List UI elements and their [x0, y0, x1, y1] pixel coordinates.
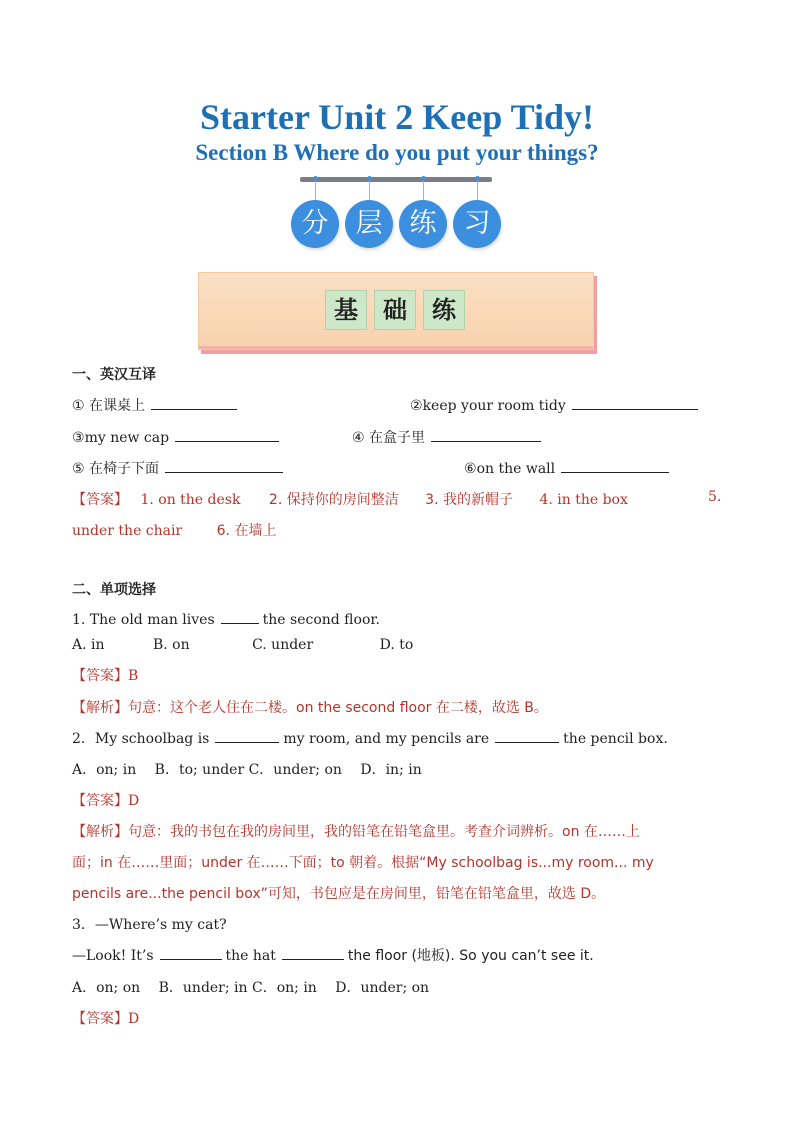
q1-answer: 【答案】B — [72, 668, 139, 684]
q2-analysis: 【解析】句意：我的书包在我的房间里，我的铅笔在铅笔盒里。考查介词辨析。on 在……上 — [72, 824, 640, 840]
rail-dot — [475, 176, 480, 181]
item-3: ③my new cap — [72, 427, 279, 446]
question-1: 1. The old man lives the second floor. — [72, 609, 380, 628]
q1-analysis: 【解析】句意：这个老人住在二楼。on the second floor 在二楼，故选 B。 — [72, 700, 548, 716]
rail-dot — [313, 176, 318, 181]
page-title: Starter Unit 2 Keep Tidy! — [200, 97, 594, 137]
rail-pin — [477, 180, 478, 202]
page-subtitle: Section B Where do you put your things? — [195, 140, 599, 165]
item-4: ④ 在盒子里 — [352, 427, 541, 447]
q2-answer: 【答案】D — [72, 793, 140, 809]
rail-pin — [369, 180, 370, 202]
rail-pin — [423, 180, 424, 202]
section-heading: 二、单项选择 — [72, 582, 156, 598]
q2-analysis: 面；in 在……里面；under 在……下面；to 朝着。根据“My schoolbag is...my room... my — [72, 855, 654, 871]
banner-char: 练 — [423, 290, 465, 330]
item-5: ⑤ 在椅子下面 — [72, 458, 283, 478]
rail-dot — [421, 176, 426, 181]
answer-line: under the chair 6. 在墙上 — [72, 523, 277, 539]
item-1: ① 在课桌上 — [72, 395, 237, 415]
section-banner — [198, 272, 594, 350]
circle-char: 练 — [399, 200, 447, 248]
q3-options: A．on; on B．under; in C．on; in D．under; on — [72, 980, 430, 996]
item-2: ②keep your room tidy — [410, 395, 698, 414]
rail-dot — [367, 176, 372, 181]
banner-char: 础 — [374, 290, 416, 330]
question-3-line2: —Look! It’s the hat the floor (地板). So you can’t see it. — [72, 945, 594, 965]
item-6: ⑥on the wall — [464, 458, 669, 477]
answer-line: 【答案】 1. on the desk 2. 保持你的房间整洁 3. 我的新帽子 4. in the box — [72, 492, 628, 508]
rail-pin — [315, 180, 316, 202]
question-3: 3．—Where’s my cat? — [72, 917, 227, 933]
q3-answer: 【答案】D — [72, 1011, 140, 1027]
q2-options: A．on; in B．to; under C．under; on D．in; in — [72, 762, 422, 778]
banner-char: 基 — [325, 290, 367, 330]
circle-char: 层 — [345, 200, 393, 248]
answer-line: 5. — [708, 489, 722, 505]
circle-char: 分 — [291, 200, 339, 248]
section-heading: 一、英汉互译 — [72, 367, 156, 383]
circle-char: 习 — [453, 200, 501, 248]
q2-analysis: pencils are...the pencil box”可知，书包应是在房间里，铅笔在铅笔盒里，故选 D。 — [72, 886, 606, 902]
decorative-rail — [300, 177, 492, 182]
q1-options: A. in B. on C. under D. to — [72, 637, 414, 653]
question-2: 2．My schoolbag is my room, and my pencils are the pencil box. — [72, 728, 668, 748]
